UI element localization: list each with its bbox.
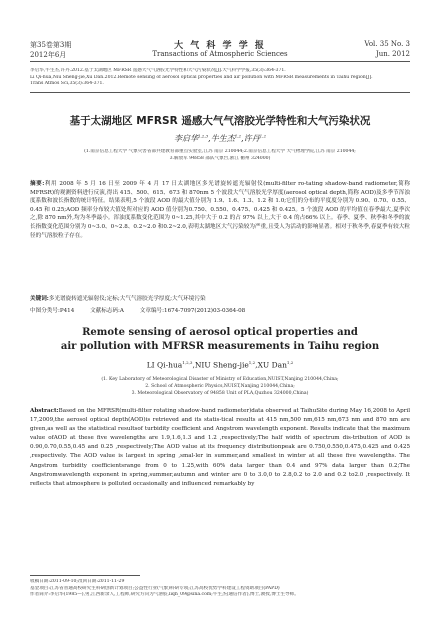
abstract-en-line: AOD at these five wavelengths are 1.9,1.6,1.3 and 1.2 ,respectively;The half width of spectrum dis-: [53, 435, 353, 442]
author-en-3: XU Dan: [257, 360, 287, 370]
author-en-1-affil: 1,2,3: [182, 360, 193, 365]
affiliation-en-line-1: (1. Key Laboratory of Meteorological Disaster of Ministry of Education,NUIST,Nanjing 210044,China;: [101, 377, 339, 382]
date-cn: 2012年6月: [30, 51, 67, 59]
journal-name-cn: 大 气 科 学 学 报: [174, 41, 266, 51]
affiliations-cn: [30, 149, 410, 162]
affiliation-cn-line-1: (1.南京信息工程大学 气象灾害省部共建教育部重点实验室,江苏 南京 210044;2.南京信息工程大学 大气物理学院,江苏 南京 210044;: [84, 149, 356, 154]
citation-line-2: Li Qi-hua,Niu Sheng-jie,Xu Dan.2012.Remote sensing of aerosol optical properties and air pollution with MFRSR measurements in Taihu region[J].: [30, 74, 373, 80]
keywords-cn: [30, 294, 410, 302]
footnote-received: 收稿日期:2011-09-10;改回日期:2011-11-29: [30, 579, 125, 584]
author-cn-3: 许丹: [243, 134, 260, 143]
abstract-cn: [30, 180, 410, 240]
affiliation-en-line-3: 3. Meteorological Observatory of 94858 Unit of PLA,Quzhou 324000,China): [131, 391, 309, 396]
abstract-cn-line: 0.2~2.0,表明太湖地区大气污染较为严重,且受人为活动的影响显著。相对于秋冬季,春夏季有较: [163, 223, 399, 230]
abstract-en-line: range from 0 to 1.25,with 60% data larger than 0.4 and 97% data larger than 0.2;The Angstrom: [30, 462, 410, 478]
citation-line-3: Trans Atmos Sci,35(3):364-371.: [30, 81, 104, 86]
author-cn-2: 牛生杰: [210, 134, 235, 143]
affiliation-cn-line-2: 3.解放军 94858 部队气象台,浙江 衢州 324000): [169, 155, 271, 161]
abstract-cn-line: 平度度分别为 0.90、0.70、0.55、0.45 和 0.25;AOD 频率分布较大值处所对应的 AOD 值分别为: [30, 198, 410, 213]
volume-en: Vol. 35 No. 3: [364, 40, 410, 48]
keywords-cn-label: 关键词:: [30, 296, 49, 302]
abstract-en-line: tical results at 415 nm,500 nm,615 nm,673 nm and 870 nm are given,as well as the statistical results: [30, 417, 410, 433]
affiliation-en-line-2: 2. School of Atmospheric Physics,NUIST,Nanjing 210044,China;: [145, 384, 295, 389]
title-en-line-2: air pollution with MFRSR measurements in Taihu region: [60, 341, 380, 352]
author-cn-3-affil: 1,2: [259, 133, 267, 139]
abstract-cn-line: 66% 以上。春季、夏季、秋季和冬季的波长指数变化范围分别为 0~3.0、0~2.8、0.2~2.0 和: [30, 215, 410, 230]
footnote-rule: [30, 575, 140, 576]
abstract-en-line: Based on the MFRSR(multi-filter rotating shadow-band radiometer)data observed at Taihu: [58, 408, 317, 414]
author-en-2: NIU Sheng-jie: [194, 360, 249, 370]
abstract-cn-line: 0.750、0.550、0.475、0.425 和 0.425。5 个波段 AOD 的平均值在春季最大,夏季次之,除 870 nm: [30, 206, 410, 222]
author-cn-2-affil: 1,2: [234, 133, 242, 139]
abstract-en-line: wavelength exponent in spring,summer,autumn and winter are 0 to 3.0,0 to 2.8,0.2 to 2.0 and 0.2 to: [57, 471, 355, 478]
footnotes: [30, 579, 410, 599]
abstract-en-line: of turbidity coefficient and Angstrom wavelength exponent. Results indicate that the maximum value of: [30, 426, 410, 442]
abstract-cn-line: tating shadow-band radiometer,简称 MFRSR)的观测资料进行反演,得出 415、500、615、673 和 870: [30, 181, 410, 196]
author-cn-1-affil: 1,2,3: [197, 133, 209, 139]
journal-name-en: Transactions of Atmospheric Sciences: [152, 50, 288, 58]
title-en-line-1: Remote sensing of aerosol optical properties and: [82, 327, 358, 338]
author-en-3-affil: 1,2: [286, 360, 294, 365]
keywords-cn-text: 多光谱旋转遮光辐射仪;定标;大气气溶胶光学厚度;大气环境污染: [48, 296, 206, 302]
abstract-cn-line: 数的统计特征。结果表明,5 个波段 AOD 的最大值分别为 1.9、1.6、1.3、1.2 和 1.0;它们的分布的: [69, 198, 321, 205]
abstract-en-line: tribution of AOD is 0.90,0.70,0.55,0.45 and 0.25 ,respectively;The AOD value at its frequency distribution: [30, 435, 410, 451]
abstract-cn-line: 外,均为冬季最小。浑浊度系数变化范围为 0~1.25,其中大于 0.2 的占 97% 以上,大于 0.4 的占: [66, 215, 306, 222]
footnote-funding: 基金项目:江苏省普通高校研究生科研创新计划项目;公益性行业(气象)科研专项;江苏高校优势学科建设工程资助项目(PAPD): [30, 585, 280, 591]
citation-rule: [30, 92, 410, 93]
citation-line-1: 李启华,牛生杰,许丹.2012.基于太湖地区 MFRSR 遥感大气气溶胶光学特性和大气污染状况[J].大气科学学报,35(3):364-371.: [30, 68, 286, 73]
paper-title-en: [30, 326, 410, 354]
document-code: 文献标志码:A: [90, 308, 124, 314]
article-id: 文章编号:1674-7097(2012)03-0364-08: [139, 308, 246, 314]
abstract-en-line: Site during May 16,2008 to April 17,2009,the aerosol optical depth(AOD)is retrieved and its statis-: [30, 408, 410, 424]
citation-block: [30, 68, 410, 88]
author-en-2-affil: 1,2: [248, 360, 256, 365]
affiliations-en: [30, 376, 410, 397]
authors-en: LI Qi-hua$^{1,2,3}$,NIU Sheng-jie$^{1,2}$,XU Dan$^{1,2}$: [146, 360, 294, 370]
header-rule: [30, 61, 410, 62]
volume-cn: 第35卷第3期: [30, 41, 72, 49]
date-en: Jun. 2012: [375, 50, 410, 58]
abstract-cn-line: 大粒径的气溶胶粒子存在。: [30, 223, 410, 239]
clc-number: 中图分类号:P414: [30, 308, 75, 314]
paper-title-cn: 基于太湖地区 MFRSR 遥感大气气溶胶光学特性和大气污染状况: [69, 115, 371, 127]
abstract-cn-line: nm 5 个波段大气气溶胶光学厚度(aerosol optical depth,简称 AOD)及多季节浑浊度系数和波长指: [30, 189, 411, 205]
abstract-en-line: ler in summer,and smallest in winter at all these five wavelengths. The Angstrom turbidity coefficients: [30, 453, 410, 469]
classification-cn: [30, 306, 410, 314]
abstract-cn-label: 摘要:: [30, 181, 45, 187]
footnote-author-bio: 作者简介:李启华(1985—),男,江西新余人,工程师,研究方向为气溶胶,liqh_09@sina.com;牛生杰(通信作者),博士,教授,博士生导师。: [30, 592, 299, 597]
abstract-en-line: 2.0 ,respectively. It reflects that atmosphere is polluted occasionally and influenced remarkably by: [30, 471, 410, 487]
author-cn-1: 李启华: [173, 134, 198, 143]
author-en-1: LI Qi-hua: [146, 360, 183, 370]
authors-cn: 李启华$^{1,2,3}$,牛生杰$^{1,2}$,许丹$^{1,2}$: [173, 133, 267, 143]
abstract-en-line: peak are 0.750,0.550,0.475,0.425 and 0.425 ,respectively. The AOD value is largest in spring ,smal-: [30, 444, 411, 460]
abstract-en: [30, 407, 410, 489]
abstract-en-label: Abstract:: [30, 408, 59, 414]
abstract-cn-line: 利用 2008 年 5 月 16 日至 2009 年 4 月 17 日太湖地区多光谱旋转遮光辐射仪(multi-filter ro-: [44, 181, 307, 187]
